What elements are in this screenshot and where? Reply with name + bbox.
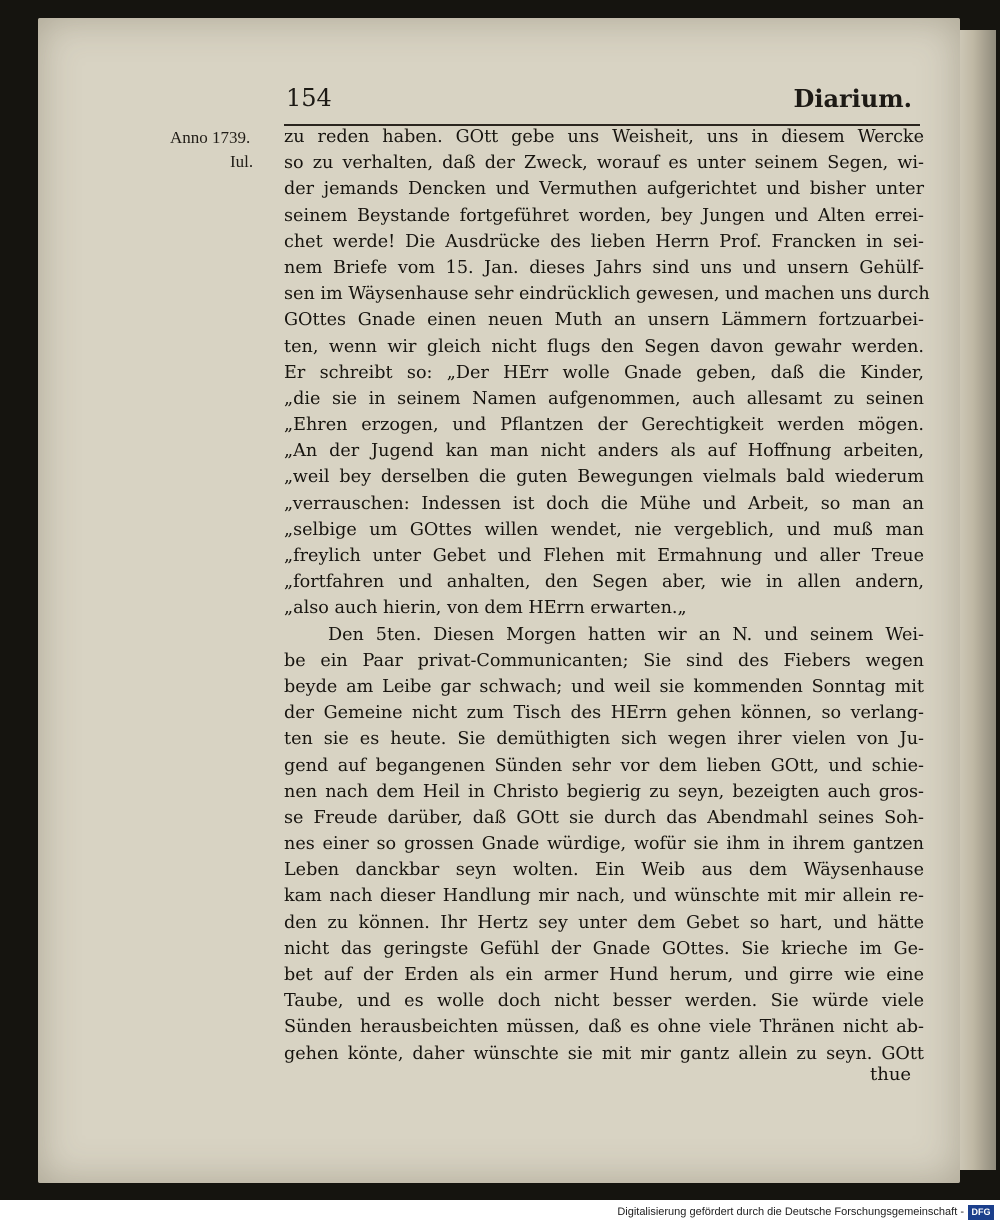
text-line: nem Briefe vom 15. Jan. dieses Jahrs sind uns und unsern Gehülf- [284,257,924,278]
text-line: Er schreibt so: „Der HErr wolle Gnade geben, daß die Kinder, [284,362,924,383]
text-line: nes einer so grossen Gnade würdige, wofür sie ihm in ihrem gantzen [284,834,924,855]
text-line: so zu verhalten, daß der Zweck, worauf es unter seinem Segen, wi- [284,153,924,174]
text-line: „selbige um GOttes willen wendet, nie vergeblich, und muß man [284,519,924,540]
text-line: Leben danckbar seyn wolten. Ein Weib aus dem Wäysenhause [284,860,924,881]
text-line: Taube, und es wolle doch nicht besser werden. Sie würde viele [284,991,924,1012]
dfg-logo: DFG [968,1205,994,1220]
footer-bar [0,1200,1000,1226]
text-line: nen nach dem Heil in Christo begierig zu seyn, bezeigten auch gros- [284,781,924,802]
margin-year: Anno 1739. [170,128,251,147]
text-line: seinem Beystande fortgeführet worden, bey Jungen und Alten errei- [284,205,924,226]
page-header [286,84,920,124]
text-line: gend auf begangenen Sünden sehr vor dem lieben GOtt, und schie- [284,755,924,776]
text-line: sen im Wäysenhause sehr eindrücklich gewesen, und machen uns durch [284,284,930,305]
text-line: „die sie in seinem Namen aufgenommen, auch allesamt zu seinen [284,388,924,409]
footer-credit: Digitalisierung gefördert durch die Deutsche Forschungsgemeinschaft - [617,1206,964,1218]
text-line: Sünden herausbeichten müssen, daß es ohne viele Thränen nicht ab- [284,1017,924,1038]
text-line: „fortfahren und anhalten, den Segen aber, wie in allen andern, [284,572,924,593]
text-line: Den 5ten. Diesen Morgen hatten wir an N. und seinem Wei- [328,624,924,645]
catchword: thue [870,1064,912,1085]
text-line: ten sie es heute. Sie demüthigten sich wegen ihrer vielen von Ju- [284,729,924,750]
page-number: 154 [286,84,332,112]
text-line: der Gemeine nicht zum Tisch des HErrn gehen können, so verlang- [284,703,924,724]
text-line: be ein Paar privat-Communicanten; Sie sind des Fiebers wegen [284,650,924,671]
text-line: der jemands Dencken und Vermuthen aufgerichtet und bisher unter [284,179,924,200]
text-line: kam nach dieser Handlung mir nach, und wünschte mit mir allein re- [284,886,924,907]
next-page-edge [958,30,996,1170]
text-line: „verrauschen: Indessen ist doch die Mühe und Arbeit, so man an [284,493,924,514]
text-line: se Freude darüber, daß GOtt sie durch das Abendmahl seines Soh- [284,807,924,828]
text-line: den zu können. Ihr Hertz sey unter dem Gebet so hart, und hätte [284,912,924,933]
text-line: „An der Jugend kan man nicht anders als auf Hoffnung arbeiten, [284,441,924,462]
text-line: „Ehren erzogen, und Pflantzen der Gerechtigkeit werden mögen. [284,415,924,436]
running-title: Diarium. [793,84,912,113]
text-line: nicht das geringste Gefühl der Gnade GOttes. Sie krieche im Ge- [284,938,924,959]
text-line: chet werde! Die Ausdrücke des lieben Herrn Prof. Francken in sei- [284,231,924,252]
text-line: ten, wenn wir gleich nicht flugs den Segen davon gewahr werden. [284,336,924,357]
text-line: „freylich unter Gebet und Flehen mit Ermahnung und aller Treue [284,546,924,566]
margin-month: Iul. [230,152,254,171]
text-line: gehen könte, daher wünschte sie mit mir gantz allein zu seyn. GOtt [284,1043,924,1064]
body-text [284,124,930,1067]
text-line: „weil bey derselben die guten Bewegungen vielmals bald wiederum [284,467,924,488]
text-line: „also auch hierin, von dem HErrn erwarten.„ [284,598,687,619]
margin-note [170,126,288,174]
text-line: bet auf der Erden als ein armer Hund herum, und girre wie eine [284,965,924,985]
text-line: zu reden haben. GOtt gebe uns Weisheit, uns in diesem Wercke [284,127,924,147]
text-line: beyde am Leibe gar schwach; und weil sie kommenden Sonntag mit [284,676,924,697]
text-line: GOttes Gnade einen neuen Muth an unsern Lämmern fortzuarbei- [284,310,924,331]
